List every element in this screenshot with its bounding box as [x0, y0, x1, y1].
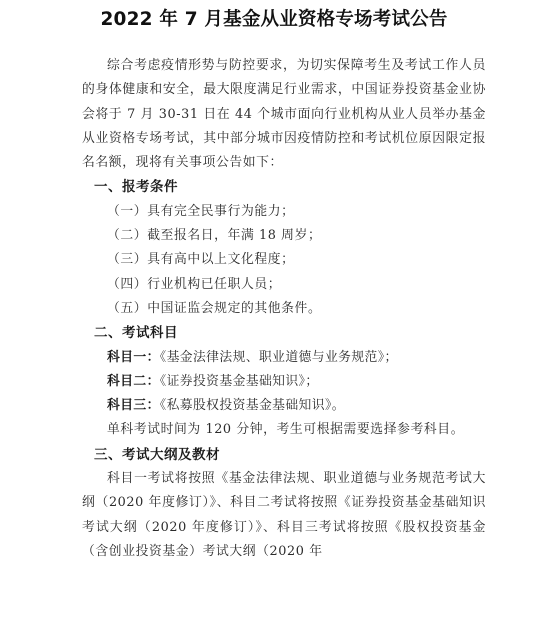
exam-duration-note: 单科考试时间为 120 分钟，考生可根据需要选择参考科目。 [107, 422, 465, 438]
subject-text: 《基金法律法规、职业道德与业务规范》； [159, 349, 398, 365]
section-heading-syllabus: 三、考试大纲及教材 [94, 446, 220, 463]
intro-paragraph: 综合考虑疫情形势与防控要求，为切实保障考生及考试工作人员的身体健康和安全，最大限度满足行业需求，中国证券投资基金业协会将于 7 月 30-31 日在 44 个城市面向行业机构从业人员举办基金从业资格专场考试，其中部分城市因疫情防控和考试机位原因限定报名名额，现将有关事项公告如下： [82, 58, 486, 171]
subject-row-2 [107, 370, 486, 394]
subject-label: 科目一： [107, 349, 160, 365]
eligibility-item-2: （二）截至报名日，年满 18 周岁； [107, 228, 322, 244]
eligibility-item-1: （一）具有完全民事行为能力； [107, 203, 295, 219]
subject-label: 科目三： [107, 398, 160, 414]
page-title: 2022 年 7 月基金从业资格专场考试公告 [100, 9, 448, 30]
subject-text: 《私募股权投资基金基础知识》。 [159, 398, 345, 414]
eligibility-item-5: （五）中国证监会规定的其他条件。 [107, 300, 322, 316]
eligibility-item-3: （三）具有高中以上文化程度； [107, 252, 295, 268]
section-heading-eligibility: 一、报考条件 [94, 179, 178, 196]
subject-row-3 [107, 394, 486, 418]
subject-row-1 [107, 346, 486, 370]
subject-text: 《证券投资基金基础知识》； [159, 373, 319, 389]
syllabus-paragraph: 科目一考试将按照《基金法律法规、职业道德与业务规范考试大纲（2020 年度修订）》、科目二考试将按照《证券投资基金基础知识考试大纲（2020 年度修订）》、科目三考试将按照《股权投资基金（含创业投资基金）考试大纲（2020 年 [82, 471, 486, 559]
subject-label: 科目二： [107, 373, 160, 389]
section-heading-subjects: 二、考试科目 [94, 325, 178, 342]
eligibility-item-4: （四）行业机构已任职人员； [107, 276, 282, 292]
